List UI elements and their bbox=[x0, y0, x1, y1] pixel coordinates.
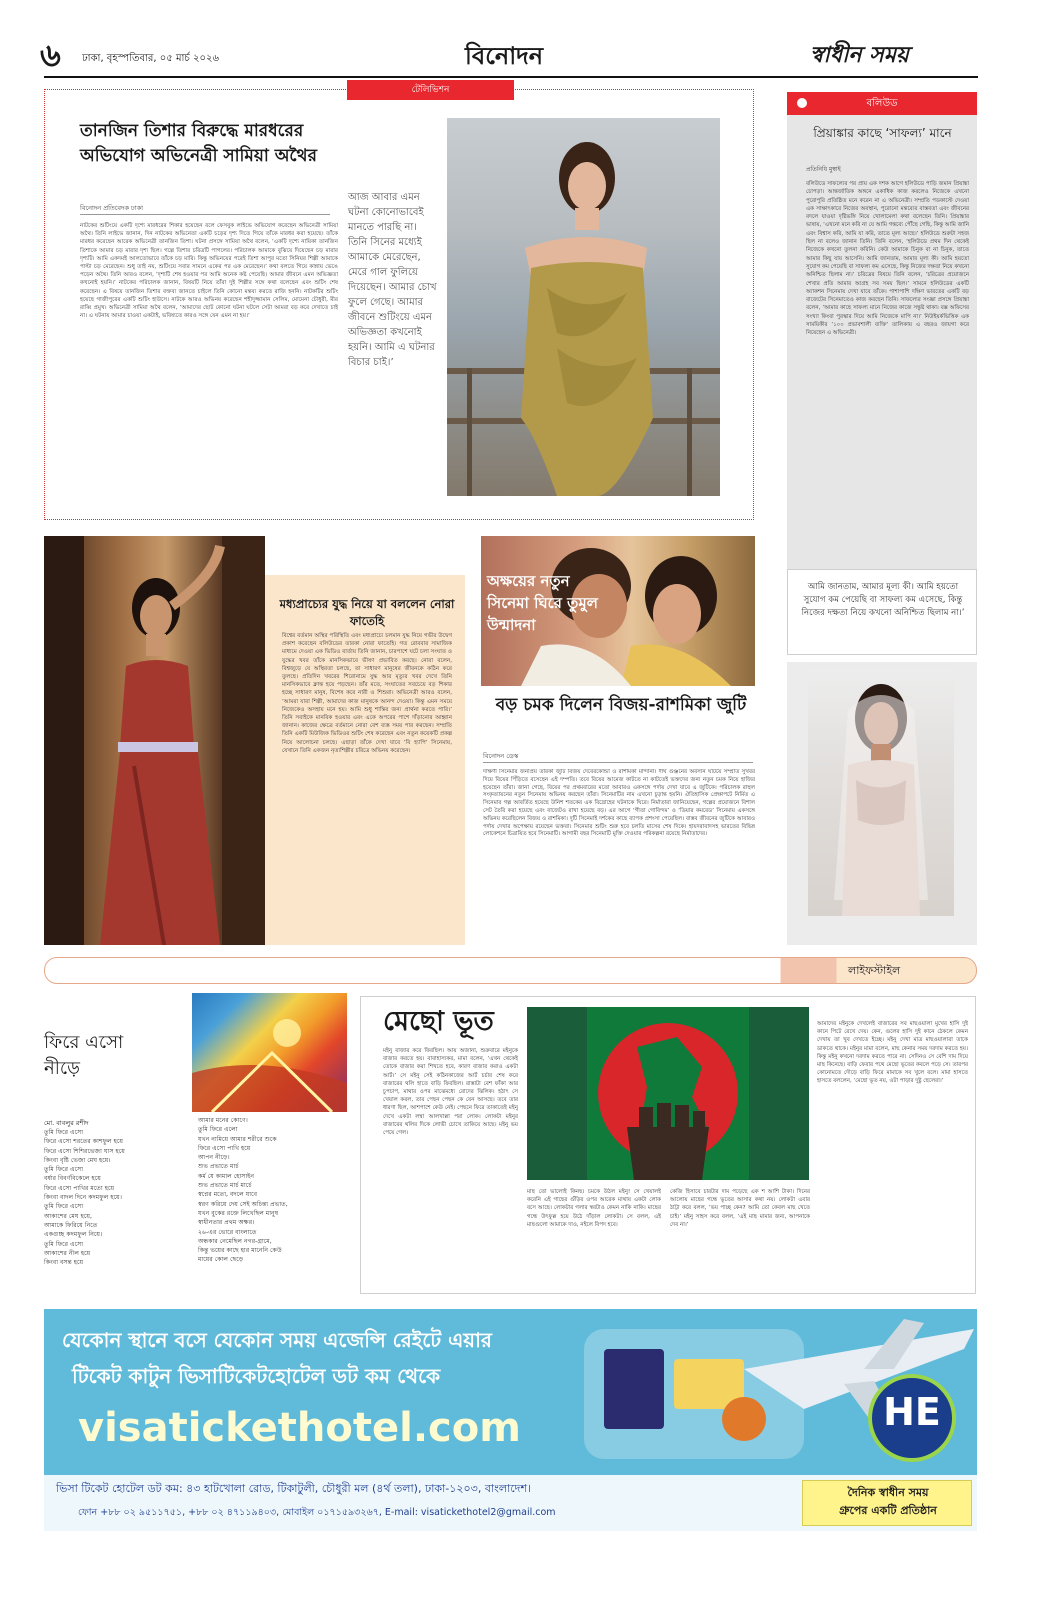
header-rule bbox=[44, 76, 978, 78]
poem-line: কিন্তু ভয়ের কাছে হার মানেনি কেউ bbox=[198, 1247, 282, 1255]
poem-line: কিংবা বসন্ত হয়ে bbox=[44, 1259, 84, 1267]
poem-title[interactable]: ফিরে এসো নীড়ে bbox=[44, 1032, 124, 1079]
story-body-column-2: মাছ তো ভালোই কিনছ। চমকে উঠল মইনু! সে খেয়ালই করেনি এই গাছের গুঁড়ির ওপর আরেক মাথায় একটা লোক বসে আছে। লোকটার গলার স্বরটাও কেমন নাকি নাকি। মাছের গন্ধে উৎফুল্ল হয়ে উঠে দাঁড়াল লোকটা। সে বলল, এই মাছগুলো আমাকে দাও, নইলে বিপদ হবে। bbox=[527, 1189, 661, 1228]
story-illustration bbox=[527, 1007, 809, 1180]
poem-column-2 bbox=[198, 1116, 356, 1265]
bollywood-headline[interactable]: প্রিয়াঙ্কার কাছে ‘সাফল্য’ মানে bbox=[813, 126, 952, 140]
poem-line: স্বরণ করিয়ে দেয় সেই অচিন্ত্য প্রভাত, bbox=[198, 1200, 288, 1208]
poem-line: শুভ প্রভাতে মার্চ bbox=[198, 1163, 239, 1171]
ad-headline-line-1: যেকোন স্থানে বসে যেকোন সময় এজেন্সি রেইটে এয়ার bbox=[62, 1328, 492, 1352]
bollywood-tag: বলিউড bbox=[787, 92, 977, 115]
poem-author: মো. বাবলুর রশীদ bbox=[44, 1119, 89, 1127]
television-byline: বিনোদন প্রতিবেদক ঢাকা bbox=[80, 204, 144, 212]
poem-column-1 bbox=[44, 1128, 189, 1267]
poem-line: ফিরে এসো পাখি হয়ে bbox=[198, 1144, 251, 1152]
poem-line: মায়ের কোল ছেড়ে bbox=[198, 1256, 244, 1264]
story-body-column-1: মইনু বাজার করে ফিরছিল। আয় অজানা, শুক্রবারে মইনুকে বাজার করতে হয়। বাবাহাস্যকর, মামা বলেন, ‘এখন থেকেই তোকে বাজার করা শিখতে হবে, কারণ বাজার করাও একটা আর্ট।’ সে মইনু সেই কঠিনকাজের আর্ট চর্চার শেষ করে বাজারের থলি হাতে বাড়ি ফিরছিল। রাস্তাটা বেশ ফাঁকা আর চুপচাপ, মাথার ওপর মাঝেমধ্যে রোদের ঝিলিক। হঠাৎ সে খেয়াল করল, তার পেছন পেছন কে যেন আসছে। তবে তার ধারণা ছিল, আশপাশে কেউ নেই। পেছনে ফিরে তাকাতেই মইনু দেখে একটা লম্বা আলখাল্লা পরা লোক। লোকটা মইনুর বাজারের থলির দিকে লোভী চোখে তাকিয়ে আছে। মইনু ভয় পেয়ে গেল। bbox=[383, 1048, 518, 1137]
nora-headline[interactable]: মধ্যপ্রাচ্যের যুদ্ধ নিয়ে যা বললেন নোরা ফাতেহি bbox=[279, 597, 455, 628]
ad-badge-text bbox=[808, 1484, 968, 1520]
poem-line: কিংবা বৃষ্টি ভেজা মেঘ হয়ে। bbox=[44, 1156, 111, 1164]
masthead-logo: স্বাধীন সময় bbox=[810, 43, 909, 68]
vijay-byline: বিনোদন ডেস্ক bbox=[483, 752, 519, 760]
poem-line: তুমি ফিরে এসো bbox=[44, 1240, 84, 1248]
poem-line: যখন নামিয়ে আমার শরীরে শুকে bbox=[198, 1135, 277, 1143]
lifestyle-label: লাইফস্টাইল bbox=[848, 964, 901, 977]
bollywood-body: বলিউডে সাফল্যের পর প্রায় এক দশক আগে হলিউডে পাড়ি জমান প্রিয়াঙ্কা চোপড়া। আন্তর্জাতিক অঙ্গনে একাধিক কাজ করলেও নিজেকে এখনো পুরোপুরি প্রতিষ্ঠিত মনে করেন না এ অভিনেত্রী। সম্প্রতি পডকাস্টে দেওয়া এক সাক্ষাৎকারে নিজের অবস্থান, পুরোনো মন্তব্যের বাস্তবতা এবং জীবনের বদলে যাওয়া দৃষ্টিভঙ্গি নিয়ে খোলামেলা কথা বলেছেন তিনি। প্রিয়াঙ্কার ভাষায়, ‘এখনো মনে করি না যে আমি গন্তব্যে পৌঁছে গেছি, কিন্তু আমি জানি এবং বিশ্বাস করি, আমি যা করি, তাতে মূল্য আছে।’ হলিউডে শুরুটা সহজ ছিল না বলেও জানান তিনি। তিনি বলেন, ‘হলিউডে প্রথম দিন থেকেই নিজেকে কখনো তুলনা করিনি। কেউ আমাকে চিনুক বা না চিনুক, তাতে আমার কিছু যায় আসেনি। আমি জানতাম, আমার মূল্য কী। আমি হয়তো সুযোগ কম পেয়েছি বা সাফল্য কম এসেছে, কিন্তু নিজের দক্ষতা নিয়ে কখনো অনিশ্চিত ছিলাম না।’ চরিত্রের বিষয়ে তিনি বলেন, ‘চরিত্রের প্রয়োজনে শেখার প্রতি আমার আগ্রহ সব সময় ছিল।’ সামনে হলিউডের একটি অ্যাকশন সিনেমায় দেখা যাবে তাঁকে। পাশাপাশি দক্ষিণ ভারতের একটি বড় বাজেটের সিনেমাতেও কাজ করছেন তিনি। সাফল্যের সংজ্ঞা প্রসঙ্গে প্রিয়াঙ্কা বলেন, ‘আমার কাছে সাফল্য মানে নিজের কাজে সন্তুষ্ট থাকা। বক্স অফিসের সংখ্যা কিংবা পুরস্কার দিয়ে আমি নিজেকে মাপি না।’ নিউইয়র্কভিত্তিক এক সাময়িকীর ‘১০০ প্রভাবশালী ব্যক্তি’ তালিকায় এ বছরও জায়গা করে নিয়েছেন এ অভিনেত্রী। bbox=[806, 181, 969, 337]
poem-line: যখন বুকের রক্তে লিখেছিল মানুষ bbox=[198, 1209, 279, 1217]
poem-line: স্বাধীনতার প্রথম অক্ষর। bbox=[198, 1219, 255, 1227]
poem-line: ২৬-এর ভোরে বাংলাতে bbox=[198, 1228, 257, 1236]
poem-line: শুভ প্রভাতে মার্চ মার্চে bbox=[198, 1182, 252, 1190]
poem-line: ফিরে এসো শরতের কাশফুল হয়ে bbox=[44, 1138, 124, 1146]
vijay-body: দক্ষিণী সিনেমার জনপ্রিয় তারকা জুটি বিজয় দেবেরকোন্ডা ও রাশমিকা মান্দানা। দীর্ঘ গুঞ্জনের অবসান ঘটিয়ে সম্প্রতি সুখবর দিয়ে বিয়ের পিঁড়িতে বসেছেন এই দম্পতি। তবে বিয়ের আমেজ কাটতে না কাটতেই ভক্তদের জন্য নতুন চমক নিয়ে হাজির হয়েছেন তাঁরা। জানা গেছে, বিয়ের পর প্রথমবারের মতো আবারও একসঙ্গে পর্দায় দেখা যাবে এ জুটিকে। পরিচালক রাহুল সংকৃত্যায়নের নতুন সিনেমায় অভিনয় করছেন তাঁরা। সিনেমাটির নাম এখনো চূড়ান্ত হয়নি। ঐতিহাসিক প্রেক্ষাপটে নির্মিত এ সিনেমার গল্প আবর্তিত হয়েছে উনিশ শতকের এক বিদ্রোহের ঘটনাকে ঘিরে। নির্মাতারা জানিয়েছেন, গল্পের প্রয়োজনে বিশাল সেট তৈরি করা হয়েছে এবং বাজেটও রাখা হয়েছে বড়। এর আগে ‘গীতা গোবিন্দম’ ও ‘ডিয়ার কমরেড’ সিনেমায় একসঙ্গে অভিনয় করেছিলেন বিজয় ও রাশমিকা। দুটি সিনেমাই দর্শকের কাছে ব্যাপক প্রশংসা পেয়েছিল। বাস্তব জীবনের জুটিকে আবারও পর্দায় দেখার অপেক্ষায় রয়েছেন ভক্তরা। সিনেমার শুটিং শুরু হবে চলতি মাসের শেষ দিকে। হায়দরাবাদসহ ভারতের বিভিন্ন লোকেশনে চিত্রায়িত হবে সিনেমাটি। আগামী বছর সিনেমাটি মুক্তি দেওয়ার পরিকল্পনা রয়েছে নির্মাতাদের। bbox=[483, 769, 755, 838]
samia-photo bbox=[447, 118, 720, 496]
poem-line: তুমি ফিরে এসো bbox=[44, 1203, 84, 1211]
poem-illustration bbox=[192, 993, 347, 1112]
poem-line: আকাশের নীল হয়ে bbox=[44, 1249, 91, 1257]
poem-line: অন্ধকার নেমেছিল নগর-গ্রামে, bbox=[198, 1237, 272, 1245]
badge-line-2: গ্রুপের একটি প্রতিষ্ঠান bbox=[839, 1504, 937, 1517]
poem-line: বর্ষার বিবর্ণবিকেলে হয়ে bbox=[44, 1175, 101, 1183]
page-number: ৬ bbox=[40, 36, 61, 74]
story-title[interactable]: মেছো ভূত bbox=[383, 1006, 494, 1037]
poem-line: স্বপ্নের মতো, বদলে যাবে bbox=[198, 1191, 258, 1199]
ad-website-link[interactable]: visaticket​hotel.com bbox=[78, 1405, 521, 1451]
television-headline[interactable]: তানজিন তিশার বিরুদ্ধে মারধরের অভিযোগ অভিনেত্রী সামিয়া অথৈর bbox=[80, 121, 317, 166]
poem-line: কর্ম যে কামাল হোসাইন bbox=[198, 1172, 255, 1180]
television-rule bbox=[80, 214, 330, 215]
poem-line: ফিরে এসো শিশিরভেজা ঘাস হয়ে bbox=[44, 1147, 125, 1155]
bollywood-byline: প্রতিনিধি মুম্বাই bbox=[806, 166, 841, 173]
television-tag: টেলিভিশন bbox=[347, 80, 514, 100]
nora-body: বিশ্বের বর্তমান অস্থির পরিস্থিতি এবং মধ্যপ্রাচ্যে চলমান যুদ্ধ নিয়ে গভীর উদ্বেগ প্রকাশ করেছেন বলিউডের তারকা নোরা ফাতেহি। গত রোববার সামাজিক মাধ্যমে দেওয়া এক ভিডিও বার্তায় তিনি জানান, চারপাশে ঘটে চলা সংঘাত ও যুদ্ধের খবর তাঁকে মানসিকভাবে ভীষণ প্রভাবিত করছে। নোরা বলেন, বিশ্বজুড়ে যে অস্থিরতা চলছে, তা সাধারণ মানুষের জীবনকে কঠিন করে তুলছে। প্রতিদিন খবরের শিরোনামে যুদ্ধ আর মৃত্যুর খবর দেখে তিনি মানসিকভাবে ক্লান্ত হয়ে পড়ছেন। তাঁর মতে, সংঘাতের সবচেয়ে বড় শিকার হচ্ছে সাধারণ মানুষ, বিশেষ করে নারী ও শিশুরা। অভিনেত্রী আরও বলেন, ‘আমরা যারা শিল্পী, আমাদের কাজ মানুষকে আনন্দ দেওয়া। কিন্তু এমন সময়ে নিজেকেও অসহায় মনে হয়। আমি শুধু শান্তির জন্য প্রার্থনা করতে পারি।’ তিনি সবাইকে মানবিক হওয়ার এবং একে অপরের পাশে দাঁড়ানোর আহ্বান জানান। কাজের ক্ষেত্রে বর্তমানে নোরা বেশ ব্যস্ত সময় পার করছেন। সম্প্রতি তিনি একটি মিউজিক ভিডিওর শুটিং শেষ করেছেন এবং নতুন কয়েকটি প্রকল্প নিয়ে আলোচনা চলছে। এছাড়া তাঁকে দেখা যাবে ‘বি হ্যাপি’ সিনেমায়, যেখানে তিনি একজন নৃত্যশিল্পীর চরিত্রে অভিনয় করেছেন। bbox=[282, 633, 452, 754]
story-body-column-4: আমাদের মইনুকে দেখলেই বাজারের সব মাছওয়ালা মুখের হাসি দুই কানে পিটে রেখে দেয়। কেন, গুলের হাসি দুই কানে ঠেকলে কেমন দেখায় তা খুব দেখতে ইচ্ছে। মইনু দেখা মাত্র মাছওয়ালারা তাকে ডাকতে থাকে। মইনুর মামা বলেন, মাছ কেনার সময় দরদাম করতে হয়। কিন্তু মইনু কখনো দরদাম করতে পারে না। সেদিনও সে বেশি দাম দিয়ে মাছ কিনেছে। বাড়ি ফেরার পথে মেছো ভূতের কবলে পড়ে সে। তারপর কোনোমতে দৌড়ে বাড়ি ফিরে মামাকে সব খুলে বলে। মামা হাসতে হাসতে বললেন, ‘মেছো ভূত নয়, ওটা পাড়ার দুষ্টু ছেলেরা।’ bbox=[817, 1021, 968, 1085]
poem-line: আমার মনের কোণে। bbox=[198, 1117, 248, 1124]
poem-line: ফিরে এসো পাখির মতো হয়ে bbox=[44, 1184, 115, 1192]
section-title: বিনোদন bbox=[465, 41, 544, 70]
television-body: নাটকের শুটিংয়ে একটি দৃশ্যে মারধরের শিকার হয়েছেন বলে ফেসবুক লাইভে অভিযোগ করেছেন অভিনেত্রী সামিয়া অথৈ। তিনি লাইভে জানান, দিন নাটকের অভিনেতা একটি চড়ের দৃশ্য দিতে গিয়ে তাঁকে মারধর করা হয়েছে। তাঁকে মারধর করেছেন আরেক অভিনেত্রী তানজিন তিশা। ঘটনা প্রসঙ্গে সামিয়া অথৈ বলেন, ‘একটি দৃশ্যে নায়িকা তানজিন তিশাকে আমার চড় মারার দৃশ্য ছিল। গল্পে তিশার চরিত্রটি পাগলের। পরিচালক আমাকে বুঝিয়ে দিয়েছেন চড় মারার দৃশ্যটি। আমি একদমই আলতোভাবে তাঁকে চড় মারি। কিন্তু অভিনয়ের পরেই তিশা আপুর মতো সিনিয়র শিল্পী আমাকে পাল্টা চড় মেরেছেন। শুধু তাই নয়, শুটিংয়ে সবার সামনে একের পর এক মেরেছেন।’ কথা বলতে গিয়ে কান্নায় ভেঙে পড়েন অথৈ। তিনি আরও বলেন, ‘দৃশ্যটি শেষ হওয়ার পর আমি অনেক কষ্ট পেয়েছি। আমার জীবনে এমন অভিজ্ঞতা কখনোই হয়নি।’ নাটকের পরিচালক জানান, বিষয়টি নিয়ে তাঁরা দুই শিল্পীর সঙ্গে কথা বলেছেন এবং শুটিং শেষ করেছেন। এ বিষয়ে তানজিন তিশার বক্তব্য জানতে চাইলে তিনি কোনো মন্তব্য করতে রাজি হননি। নাটকটির শুটিং হয়েছে গাজীপুরের একটি শুটিং হাউসে। নাটকে আরও অভিনয় করেছেন শহীদুজ্জামান সেলিম, মোমেনা চৌধুরী, মীর রাব্বি প্রমুখ। অভিনেত্রী সামিয়া অথৈ বলেন, ‘আমাদের ছোট কোনো ঘটনা ঘটলে সেটা আমরা বড় করে দেখাতে চাই না। এ ঘটনায় আমার চাওয়া একটাই, ভবিষ্যতে কারও সঙ্গে যেন এমন না হয়।’ bbox=[80, 223, 338, 320]
nora-photo bbox=[44, 536, 265, 945]
poem-line: কিংবা বাদল দিনে কদমফুল হয়ে। bbox=[44, 1194, 122, 1202]
he-logo-text: HE bbox=[883, 1390, 941, 1434]
vijay-headline[interactable]: বড় চমক দিলেন বিজয়-রাশমিকা জুটি bbox=[495, 695, 747, 715]
story-body-column-3: কেজি হিসাবে চারটার দাম পড়েছে এক শ আশি টাকা। দিনের আলোয় মাছের গন্ধে ভূতের আসার কথা নয়। লোকটা এবার ঠাট্টা করে বলল, ‘ভয় পাচ্ছ কেন? আমি তো কেবল মাছ খেতে চাই।’ মইনু সাহস করে বলল, ‘এই মাছ মামার জন্য, আপনাকে দেব না।’ bbox=[670, 1189, 810, 1228]
bullet-icon bbox=[797, 98, 807, 108]
ad-address: ভিসা টিকেট হোটেল ডট কম: ৪৩ হাটখোলা রোড, টিকাটুলী, চৌধুরী মল (৪র্থ তলা), ঢাকা-১২০৩, বাংলাদেশ। bbox=[56, 1482, 531, 1495]
poem-line: আকাশের মেঘ হয়ে, bbox=[44, 1212, 92, 1220]
bollywood-quote: আমি জানতাম, আমার মূল্য কী। আমি হয়তো সুযোগ কম পেয়েছি বা সাফল্য কম এসেছে, কিন্তু নিজের দক্ষতা নিয়ে কখনো অনিশ্চিত ছিলাম না।’ bbox=[801, 582, 965, 618]
poem-line: তুমি ফিরে এসো bbox=[44, 1166, 84, 1174]
poem-line: আমাকে ফিরিয়ে নিতে bbox=[44, 1221, 98, 1229]
poem-line: একগুচ্ছ কদমফুল নিয়ে। bbox=[44, 1231, 103, 1239]
ad-headline-line-2: টিকেট কাটুন ভিসাটিকেটহোটেল ডট কম থেকে bbox=[72, 1364, 441, 1388]
poem-line: আপন নীড়ে। bbox=[198, 1154, 230, 1162]
poem-line: তুমি ফিরে এসো bbox=[44, 1129, 84, 1136]
ad-contact[interactable]: ফোন +৮৮ ০২ ৯৫১১৭৫১, +৮৮ ০২ ৪৭১১৯৪০৩, মোবাইল ০১৭১৫৯৩২৬৭, E-mail: visaticket​hotel2@gmail.com bbox=[78, 1507, 556, 1518]
dateline: ঢাকা, বৃহস্পতিবার, ০৫ মার্চ ২০২৬ bbox=[82, 53, 219, 64]
badge-line-1: দৈনিক স্বাধীন সময় bbox=[847, 1486, 929, 1499]
priyanka-photo bbox=[808, 670, 954, 916]
poem-line: তুমি ফিরে এলো bbox=[198, 1126, 238, 1134]
television-pull-quote: আজ আবার এমন ঘটনা কোনোভাবেই মানতে পারছি না। তিনি সিনের মধ্যেই আমাকে মেরেছেন, মেরে গাল ফুলিয়ে দিয়েছেন। আমার চোখ ফুলে গেছে। আমার জীবনে শুটিংয়ে এমন অভিজ্ঞতা কখনোই হয়নি। আমি এ ঘটনার বিচার চাই।’ bbox=[348, 192, 437, 368]
vijay-rule bbox=[483, 762, 753, 763]
vijay-overlay-text: অক্ষয়ের নতুন সিনেমা ঘিরে তুমুল উন্মাদনা bbox=[487, 572, 598, 634]
lifestyle-bar bbox=[44, 957, 977, 984]
